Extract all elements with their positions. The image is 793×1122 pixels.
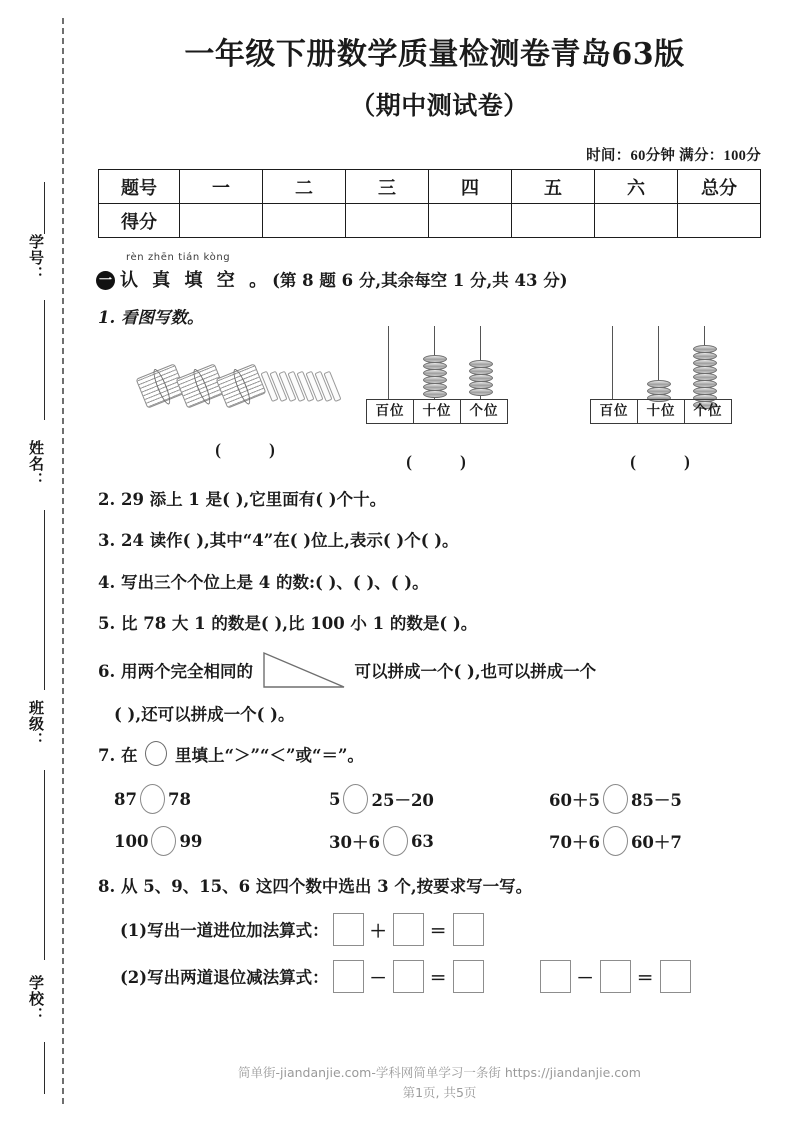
- question-8-sub2-label: (2)写出两道退位减法算式：: [120, 968, 329, 988]
- comparison-right: 60＋7: [630, 833, 682, 852]
- circle-blank-icon[interactable]: [603, 784, 628, 814]
- comparison-item: [549, 784, 682, 814]
- answer-blank[interactable]: ( ): [215, 439, 297, 459]
- comparison-item: [114, 826, 329, 856]
- abacus-rod-hundreds: [612, 326, 613, 400]
- circle-blank-icon[interactable]: [383, 826, 408, 856]
- margin-label-school: 学校：: [27, 975, 43, 1023]
- figure-abacus-2: [590, 326, 732, 472]
- table-header-cell: 六: [595, 170, 678, 204]
- question-6: [98, 651, 793, 689]
- question-7: [98, 741, 793, 772]
- right-triangle-icon: [262, 651, 346, 689]
- exam-meta: 时间：60分钟 满分：100分: [586, 148, 761, 165]
- circle-blank-icon[interactable]: [151, 826, 176, 856]
- operator-minus: －: [576, 968, 594, 989]
- score-cell[interactable]: [180, 204, 263, 238]
- operator-plus: ＋: [369, 921, 387, 942]
- question-1-figures: [98, 334, 793, 474]
- answer-box[interactable]: [540, 960, 571, 993]
- table-header-cell: 总分: [678, 170, 761, 204]
- table-header-cell: 二: [263, 170, 346, 204]
- operator-equals: ＝: [429, 968, 447, 989]
- exam-page: [86, 0, 793, 1122]
- abacus-beads-tens: [423, 355, 445, 397]
- section-score-note: (第 8 题 6 分,其余每空 1 分,共 43 分): [272, 271, 568, 291]
- comparison-right: 99: [179, 831, 203, 851]
- abacus-rod-hundreds: [388, 326, 389, 400]
- question-6-text-c: ( ),还可以拼成一个( )。: [114, 704, 295, 724]
- margin-label-name: 姓名：: [27, 440, 43, 488]
- table-header-cell: 四: [429, 170, 512, 204]
- page-title: 一年级下册数学质量检测卷青岛63版: [184, 37, 685, 72]
- table-header-cell: 得分: [99, 204, 180, 238]
- score-cell[interactable]: [346, 204, 429, 238]
- question-4-text: 4. 写出三个个位上是 4 的数:( )、( )、( )。: [98, 572, 429, 592]
- figure-counting-sticks: [136, 356, 336, 460]
- score-cell[interactable]: [595, 204, 678, 238]
- comparison-right: 78: [167, 789, 191, 809]
- question-3-text: 3. 24 读作( ),其中“4”在( )位上,表示( )个( )。: [98, 531, 459, 551]
- abacus-place-labels: [366, 399, 508, 424]
- dashed-fold-line: [62, 18, 64, 1104]
- margin-label-student-id: 学号：: [27, 234, 43, 282]
- score-table: [98, 169, 761, 238]
- comparison-item: [329, 826, 549, 856]
- answer-box[interactable]: [393, 960, 424, 993]
- question-1-text: 1. 看图写数。: [98, 308, 204, 328]
- section-number-badge: 一: [96, 271, 115, 290]
- margin-rule: [44, 510, 45, 690]
- place-label-tens: 十位: [414, 400, 461, 423]
- question-8-sub1-label: (1)写出一道进位加法算式：: [120, 921, 329, 941]
- question-7-text-b: 里填上“＞”“＜”或“＝”。: [174, 746, 364, 766]
- figure-abacus-1: [366, 326, 508, 472]
- answer-box[interactable]: [660, 960, 691, 993]
- table-header-cell: 五: [512, 170, 595, 204]
- margin-rule: [44, 770, 45, 960]
- answer-box[interactable]: [333, 913, 364, 946]
- comparison-left: 5: [329, 789, 341, 809]
- table-row: [99, 204, 761, 238]
- comparison-right: 25－20: [371, 791, 434, 810]
- place-label-ones: 个位: [693, 402, 723, 419]
- comparison-left: 30＋6: [329, 833, 380, 852]
- table-header-cell: 三: [346, 170, 429, 204]
- score-cell[interactable]: [678, 204, 761, 238]
- answer-box[interactable]: [453, 913, 484, 946]
- abacus-beads-ones: [469, 360, 491, 395]
- comparison-right: 63: [410, 831, 434, 851]
- question-6-text-b: 可以拼成一个( ),也可以拼成一个: [354, 661, 597, 681]
- margin-rule: [44, 182, 45, 234]
- comparison-right: 85－5: [630, 791, 682, 810]
- comparison-item: [114, 784, 329, 814]
- question-6-text-a: 6. 用两个完全相同的: [98, 661, 253, 681]
- operator-equals: ＝: [636, 968, 654, 989]
- comparison-item: [549, 826, 682, 856]
- question-7-comparisons: [114, 784, 793, 856]
- margin-rule: [44, 1042, 45, 1094]
- answer-box[interactable]: [600, 960, 631, 993]
- stick-bundle: [216, 363, 267, 408]
- page-footer: [86, 1063, 793, 1104]
- question-8-sub2: [120, 960, 793, 993]
- table-row: [99, 170, 761, 204]
- binding-margin: [0, 0, 86, 1122]
- answer-box[interactable]: [453, 960, 484, 993]
- comparison-left: 60＋5: [549, 791, 600, 810]
- operator-equals: ＝: [429, 921, 447, 942]
- score-cell[interactable]: [512, 204, 595, 238]
- question-8-sub1: [120, 913, 793, 946]
- question-5-text: 5. 比 78 大 1 的数是( ),比 100 小 1 的数是( )。: [98, 614, 478, 634]
- answer-blank[interactable]: ( ): [406, 451, 488, 471]
- question-2-text: 2. 29 添上 1 是( ),它里面有( )个十。: [98, 489, 387, 509]
- circle-blank-icon[interactable]: [145, 741, 167, 766]
- question-8-text: 8. 从 5、9、15、6 这四个数中选出 3 个,按要求写一写。: [98, 877, 533, 896]
- circle-blank-icon[interactable]: [343, 784, 368, 814]
- footer-watermark: 简单街-jiandanjie.com-学科网简单学习一条街 https://jiandanjie.com: [237, 1064, 641, 1080]
- section-pinyin: rèn zhēn tián kòng: [126, 252, 231, 264]
- operator-minus: －: [369, 968, 387, 989]
- abacus: [366, 326, 508, 426]
- abacus-beads-tens: [647, 380, 669, 401]
- circle-blank-icon[interactable]: [603, 826, 628, 856]
- table-header-cell: 一: [180, 170, 263, 204]
- comparison-left: 87: [114, 789, 137, 809]
- score-cell[interactable]: [263, 204, 346, 238]
- margin-label-class: 班级：: [27, 700, 43, 748]
- circle-blank-icon[interactable]: [140, 784, 165, 814]
- section-title: 认 真 填 空 。: [120, 270, 272, 292]
- comparison-item: [329, 784, 549, 814]
- question-7-text-a: 7. 在: [98, 746, 138, 766]
- comparison-left: 70＋6: [549, 833, 600, 852]
- place-label-ones: 个位: [469, 402, 499, 419]
- place-label-tens: 十位: [638, 400, 685, 423]
- abacus-place-labels: [590, 399, 732, 424]
- answer-blank[interactable]: ( ): [630, 451, 712, 471]
- table-header-cell: 题号: [99, 170, 180, 204]
- section-one-header: [96, 254, 793, 292]
- abacus: [590, 326, 732, 426]
- answer-box[interactable]: [333, 960, 364, 993]
- score-cell[interactable]: [429, 204, 512, 238]
- place-label-hundreds: 百位: [591, 400, 638, 423]
- margin-rule: [44, 300, 45, 420]
- answer-box[interactable]: [393, 913, 424, 946]
- comparison-left: 100: [114, 831, 149, 851]
- footer-page-number: 第1页, 共5页: [402, 1085, 477, 1101]
- comparison-row: [114, 784, 793, 814]
- sticks-group: [136, 356, 336, 418]
- comparison-row: [114, 826, 793, 856]
- page-subtitle: （期中测试卷）: [350, 91, 529, 121]
- place-label-hundreds: 百位: [367, 400, 414, 423]
